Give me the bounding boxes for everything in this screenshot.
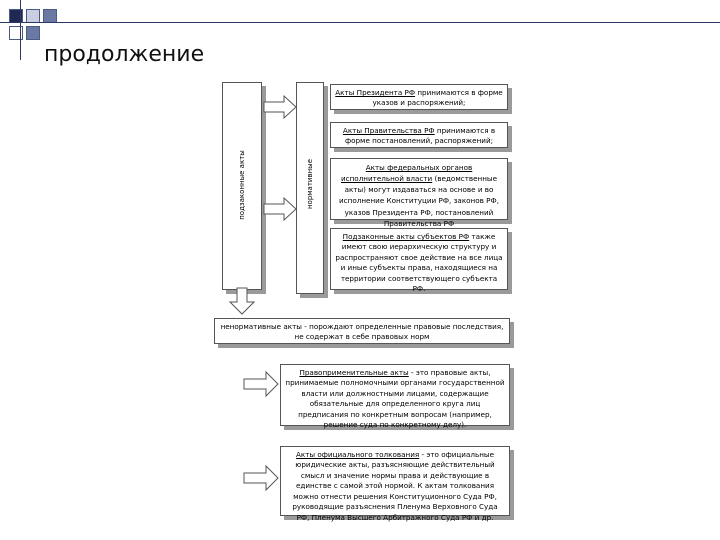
normative-acts-label: нормативные (306, 158, 314, 210)
non-normative-acts-text: ненормативные акты - порождают определенные правовые последствия, не содержат в себе правовых норм (220, 322, 504, 342)
corner-square-light-1 (26, 9, 40, 23)
arrow-right-icon (244, 372, 278, 396)
subjects-acts-text: также имеют свою иерархическую структуру и распространяют свое действие на все лица и иные субъекты права, находящиеся на территории соответствующего субъекта РФ. (335, 232, 503, 294)
corner-square-mid-1 (43, 9, 57, 23)
government-acts-link: Акты Правительства РФ (342, 126, 435, 135)
enforcement-acts-box (280, 364, 510, 430)
slide-title: продолжение (44, 42, 205, 67)
arrow-right-icon (264, 198, 296, 220)
government-acts-box (330, 122, 508, 148)
president-acts-box (330, 84, 508, 110)
federal-bodies-acts-link: Акты федеральных органов исполнительной власти (340, 163, 473, 184)
federal-bodies-acts-box (330, 158, 508, 228)
arrow-right-icon (244, 466, 278, 490)
non-normative-acts-box (214, 318, 510, 344)
header-vertical-line (20, 0, 21, 60)
subordinate-acts-label: подзаконные акты (238, 150, 246, 220)
president-acts-text: принимаются в форме указов и распоряжений; (372, 88, 503, 108)
corner-square-mid-2 (26, 26, 40, 40)
enforcement-acts-text: - это правовые акты, принимаемые полномочными органами государственной власти или должностными лицами, содержащие обязательные для определенного круга лиц предписания по конкретным вопросам (например, решение суда по конкретному делу). (285, 368, 505, 430)
president-acts-link: Акты Президента РФ (335, 88, 416, 97)
federal-bodies-acts-text: (ведомственные акты) могут издаваться на основе и во исполнение Конституции РФ, законов РФ, указов Президента РФ, постановлений Правительства РФ (339, 174, 499, 228)
interpretation-acts-box (280, 446, 510, 522)
subjects-acts-box (330, 228, 508, 294)
interpretation-acts-link: Акты официального толкования (295, 450, 420, 459)
header-divider-line (0, 22, 720, 23)
arrow-right-icon (264, 96, 296, 118)
arrow-down-icon (230, 288, 254, 314)
government-acts-text: принимаются в форме постановлений, распоряжений; (344, 126, 496, 146)
interpretation-acts-text: - это официальные юридические акты, разъясняющие действительный смысл и значение нормы права и действующие в единстве с самой этой нормой. К актам толкования можно отнести решения Конституционного Суда РФ, руководящие разъяснения Пленума Верховного Суда РФ, Пленума Высшего Арбитражного Суда РФ и др. (292, 450, 498, 522)
subjects-acts-link: Подзаконные акты субъектов РФ (342, 232, 470, 241)
enforcement-acts-link: Правоприменительные акты (299, 368, 409, 377)
